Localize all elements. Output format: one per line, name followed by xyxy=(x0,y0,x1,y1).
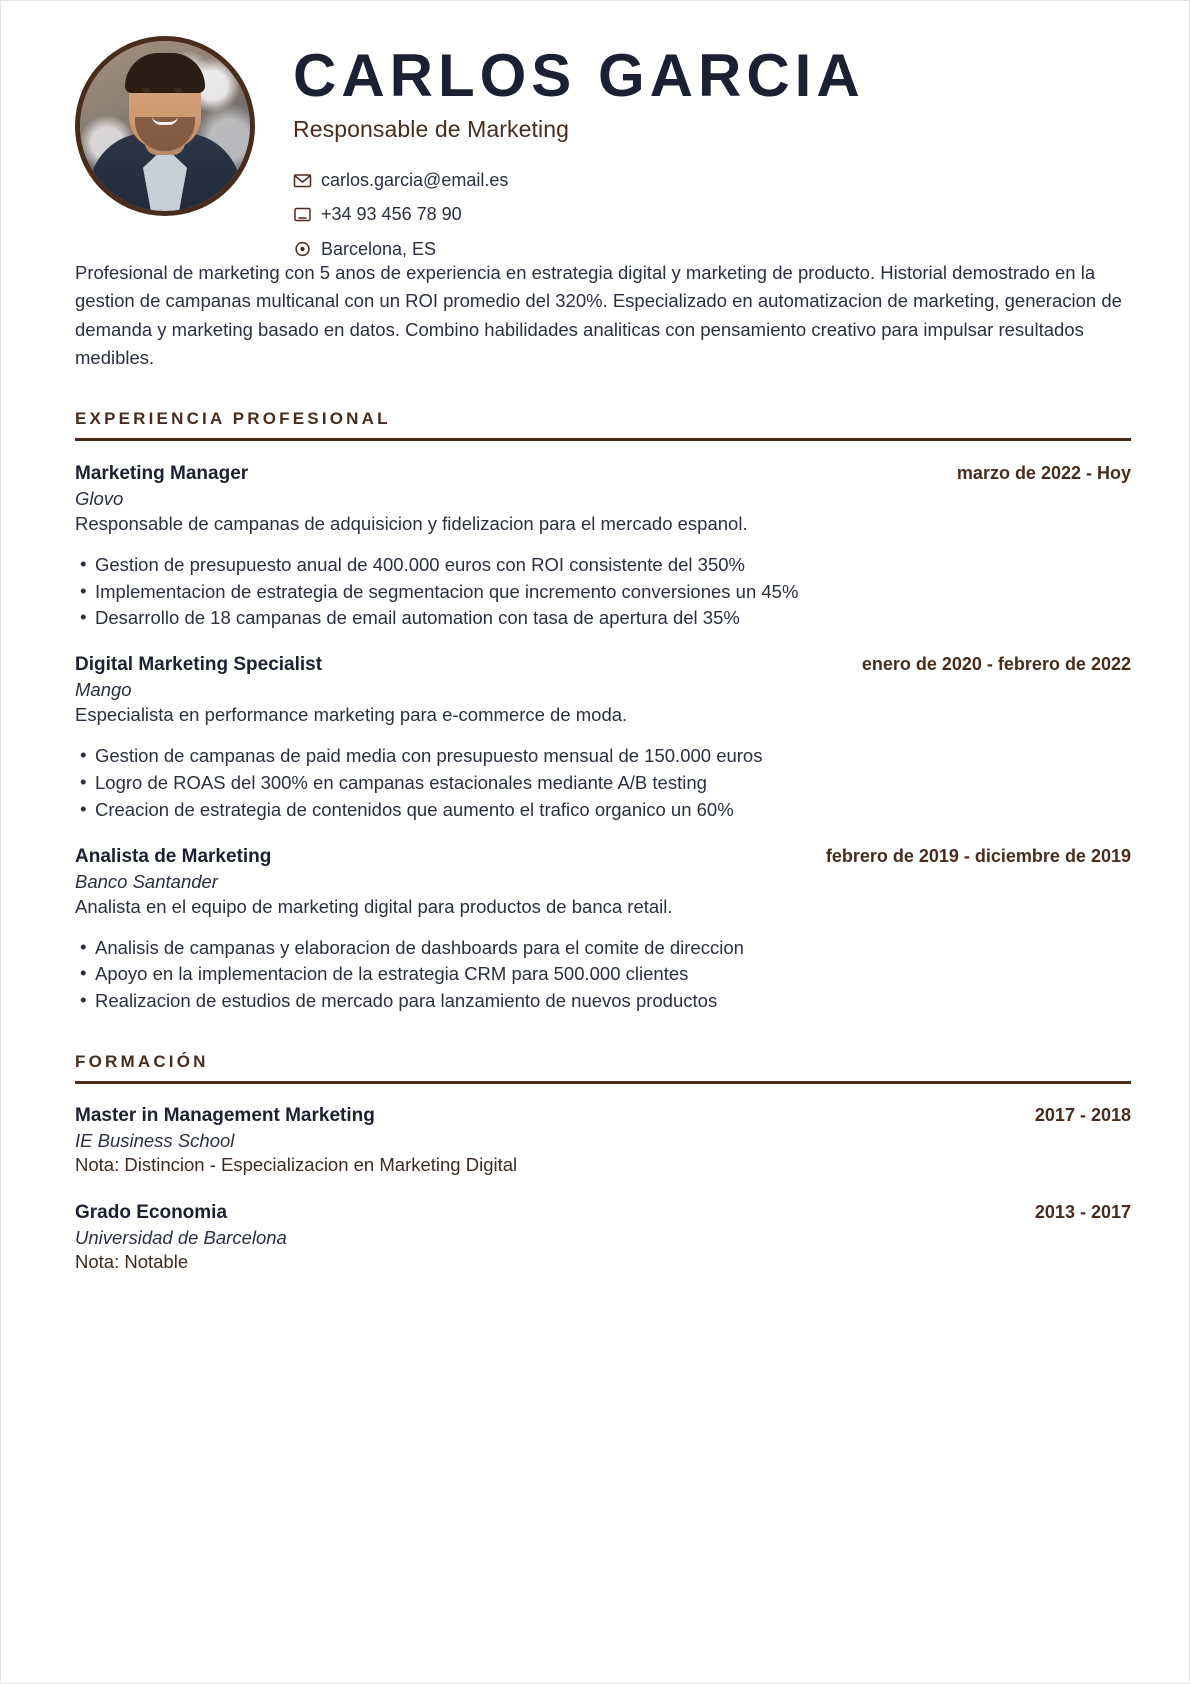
job-title: Analista de Marketing xyxy=(75,845,272,867)
avatar-eye-left xyxy=(142,88,150,93)
section-divider xyxy=(75,1081,1131,1084)
school-name: IE Business School xyxy=(75,1130,235,1152)
job-company: Mango xyxy=(75,679,132,701)
avatar-eye-right xyxy=(174,88,182,93)
job-company: Glovo xyxy=(75,487,124,509)
phone-icon xyxy=(293,205,312,224)
section-education xyxy=(75,1052,1131,1275)
section-title-experience: EXPERIENCIA PROFESIONAL xyxy=(75,408,391,428)
experience-entry xyxy=(75,846,1131,1015)
degree-title: Grado Economia xyxy=(75,1202,228,1223)
section-divider xyxy=(75,438,1131,441)
contact-phone-value: +34 93 456 78 90 xyxy=(321,204,462,225)
contact-list xyxy=(293,170,1131,261)
job-description: Analista en el equipo de marketing digital para productos de banca retail. xyxy=(75,895,673,917)
job-bullet: • Apoyo en la implementacion de la estrategia CRM para 500.000 clientes xyxy=(75,961,1131,988)
job-description: Especialista en performance marketing para e-commerce de moda. xyxy=(75,704,628,726)
job-company: Banco Santander xyxy=(75,870,218,892)
school-name: Universidad de Barcelona xyxy=(75,1227,287,1248)
job-bullet: • Analisis de campanas y elaboracion de dashboards para el comite de direccion xyxy=(75,935,1131,962)
professional-summary: Profesional de marketing con 5 anos de experiencia en estrategia digital y marketing de producto. Historial demostrado en la gestion de campanas multicanal con un ROI promedio del 320%. Especializado en automatizacion de marketing, generacion de demanda y marketing basado en datos. Combino habilidades analiticas con pensamiento creativo para impulsar resultados medibles. xyxy=(75,262,1122,368)
job-bullets xyxy=(75,935,1131,1015)
avatar xyxy=(75,36,255,216)
degree-title: Master in Management Marketing xyxy=(75,1105,375,1127)
section-experience xyxy=(75,409,1131,1015)
education-entry-header xyxy=(75,1105,1131,1127)
job-title: Marketing Manager xyxy=(75,462,249,484)
candidate-role: Responsable de Marketing xyxy=(293,115,570,142)
job-date: febrero de 2019 - diciembre de 2019 xyxy=(825,845,1131,866)
contact-location[interactable] xyxy=(293,239,1131,261)
job-bullet: • Gestion de campanas de paid media con presupuesto mensual de 150.000 euros xyxy=(75,743,1131,770)
job-bullet: • Creacion de estrategia de contenidos que aumento el trafico organico un 60% xyxy=(75,797,1131,824)
degree-note: Nota: Distincion - Especializacion en Marketing Digital xyxy=(75,1154,518,1176)
job-date: marzo de 2022 - Hoy xyxy=(956,462,1131,483)
experience-entry-header xyxy=(75,463,1131,485)
education-entry-header xyxy=(75,1202,1131,1224)
experience-entry xyxy=(75,463,1131,632)
resume-header xyxy=(75,31,1131,273)
contact-location-value: Barcelona, ES xyxy=(321,238,437,259)
experience-entry-header xyxy=(75,846,1131,868)
contact-phone[interactable] xyxy=(293,204,1131,226)
job-bullet: • Gestion de presupuesto anual de 400.000 euros con ROI consistente del 350% xyxy=(75,552,1131,579)
avatar-container xyxy=(75,31,261,216)
job-bullet: • Desarrollo de 18 campanas de email automation con tasa de apertura del 35% xyxy=(75,605,1131,632)
location-pin-icon xyxy=(293,240,312,259)
job-bullet: • Implementacion de estrategia de segmentacion que incremento conversiones un 45% xyxy=(75,579,1131,606)
job-bullets xyxy=(75,743,1131,823)
job-bullets xyxy=(75,552,1131,632)
job-description: Responsable de campanas de adquisicion y fidelizacion para el mercado espanol. xyxy=(75,512,748,534)
education-entry xyxy=(75,1202,1131,1275)
degree-date: 2013 - 2017 xyxy=(1034,1202,1131,1222)
degree-date: 2017 - 2018 xyxy=(1034,1105,1131,1126)
candidate-name: CARLOS GARCIA xyxy=(293,42,865,109)
job-bullet: • Logro de ROAS del 300% en campanas estacionales mediante A/B testing xyxy=(75,770,1131,797)
experience-entry-header xyxy=(75,654,1131,676)
education-entry xyxy=(75,1105,1131,1178)
job-date: enero de 2020 - febrero de 2022 xyxy=(861,654,1131,675)
envelope-icon xyxy=(293,171,312,190)
experience-entry xyxy=(75,654,1131,823)
header-text-block xyxy=(261,31,1131,273)
job-bullet: • Realizacion de estudios de mercado para lanzamiento de nuevos productos xyxy=(75,988,1131,1015)
section-title-education: FORMACIÓN xyxy=(75,1052,209,1072)
job-title: Digital Marketing Specialist xyxy=(75,654,323,676)
degree-note: Nota: Notable xyxy=(75,1251,189,1272)
contact-email-value: carlos.garcia@email.es xyxy=(321,169,509,190)
contact-email[interactable] xyxy=(293,170,1131,192)
